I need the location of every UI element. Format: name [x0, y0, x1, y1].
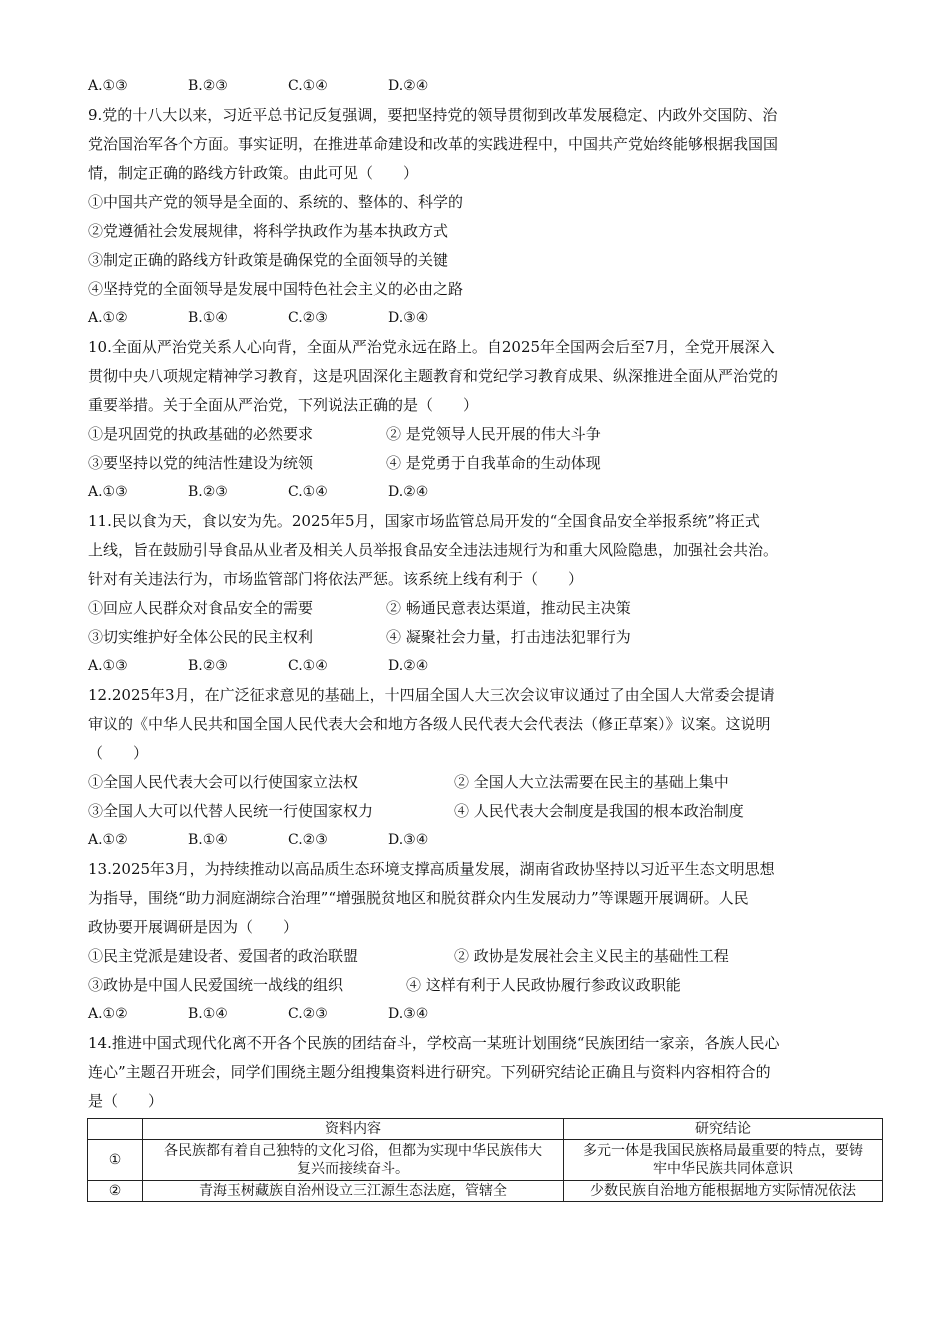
q11-option-a: A.①③: [88, 658, 128, 674]
q12-item: ② 全国人大立法需要在民主的基础上集中: [454, 773, 729, 791]
q12-option-c: C.②③: [288, 832, 328, 848]
q13-item: ④ 这样有利于人民政协履行参政议政职能: [406, 976, 681, 994]
q8-option-c: C.①④: [288, 78, 328, 94]
q11-stem-line: 上线，旨在鼓励引导食品从业者及相关人员举报食品安全违法违规行为和重大风险隐患，加强社会共治。: [88, 541, 779, 559]
q9-option-c: C.②③: [288, 310, 328, 326]
table-cell-material: 青海玉树藏族自治州设立三江源生态法庭，管辖全: [143, 1181, 564, 1202]
q13-item: ③政协是中国人民爱国统一战线的组织: [88, 976, 344, 994]
q13-option-c: C.②③: [288, 1006, 328, 1022]
q12-item: ①全国人民代表大会可以行使国家立法权: [88, 773, 359, 791]
q10-option-d: D.②④: [388, 484, 429, 500]
q11-item: ② 畅通民意表达渠道，推动民主决策: [386, 599, 631, 617]
q12-item: ③全国人大可以代替人民统一行使国家权力: [88, 802, 374, 820]
q10-option-b: B.②③: [188, 484, 228, 500]
table-cell-index: ①: [88, 1140, 143, 1181]
q10-item: ④ 是党勇于自我革命的生动体现: [386, 454, 601, 472]
q9-option-b: B.①④: [188, 310, 228, 326]
q12-option-d: D.③④: [388, 832, 429, 848]
table-cell-material: 各民族都有着自己独特的文化习俗，但都为实现中华民族伟大复兴而接续奋斗。: [143, 1140, 564, 1181]
q11-item: ①回应人民群众对食品安全的需要: [88, 599, 314, 617]
q10-option-a: A.①③: [88, 484, 128, 500]
q13-item: ② 政协是发展社会主义民主的基础性工程: [454, 947, 729, 965]
q12-option-a: A.①②: [88, 832, 128, 848]
q13-option-a: A.①②: [88, 1006, 128, 1022]
q10-option-c: C.①④: [288, 484, 328, 500]
q14-stem-line: 14.推进中国式现代化离不开各个民族的团结奋斗，学校高一某班计划围绕“民族团结一家亲，各族人民心: [88, 1034, 780, 1052]
q9-option-d: D.③④: [388, 310, 429, 326]
table-cell-index: ②: [88, 1181, 143, 1202]
q13-option-d: D.③④: [388, 1006, 429, 1022]
q10-item: ③要坚持以党的纯洁性建设为统领: [88, 454, 314, 472]
q11-item: ③切实维护好全体公民的民主权利: [88, 628, 314, 646]
q10-stem-line: 贯彻中央八项规定精神学习教育，这是巩固深化主题教育和党纪学习教育成果、纵深推进全面从严治党的: [88, 367, 779, 385]
table-cell-conclusion: 多元一体是我国民族格局最重要的特点，要铸牢中华民族共同体意识: [564, 1140, 883, 1181]
q12-stem-line: 12.2025年3月，在广泛征求意见的基础上，十四届全国人大三次会议审议通过了由全国人大常委会提请: [88, 686, 775, 704]
q9-item: ①中国共产党的领导是全面的、系统的、整体的、科学的: [88, 193, 464, 211]
q12-stem-line: （ ）: [88, 744, 149, 762]
q8-option-a: A.①③: [88, 78, 128, 94]
table-row: [88, 1181, 883, 1202]
q11-option-d: D.②④: [388, 658, 429, 674]
q14-stem-line: 连心”主题召开班会，同学们围绕主题分组搜集资料进行研究。下列研究结论正确且与资料内容相符合的: [88, 1063, 771, 1081]
q12-stem-line: 审议的《中华人民共和国全国人民代表大会和地方各级人民代表大会代表法（修正草案）》议案。这说明: [88, 715, 771, 733]
q13-stem-line: 政协要开展调研是因为（ ）: [88, 918, 299, 936]
q9-option-a: A.①②: [88, 310, 128, 326]
q9-stem-line: 9.党的十八大以来，习近平总书记反复强调，要把坚持党的领导贯彻到改革发展稳定、内政外交国防、治: [88, 106, 778, 124]
q11-option-c: C.①④: [288, 658, 328, 674]
q9-stem-line: 情，制定正确的路线方针政策。由此可见（ ）: [88, 164, 419, 182]
q8-option-b: B.②③: [188, 78, 228, 94]
q11-item: ④ 凝聚社会力量，打击违法犯罪行为: [386, 628, 631, 646]
table-row: [88, 1140, 883, 1181]
q13-item: ①民主党派是建设者、爱国者的政治联盟: [88, 947, 359, 965]
q12-item: ④ 人民代表大会制度是我国的根本政治制度: [454, 802, 744, 820]
table-header-row: [88, 1119, 883, 1140]
table-header-cell: [88, 1119, 143, 1140]
q11-stem-line: 针对有关违法行为，市场监管部门将依法严惩。该系统上线有利于（ ）: [88, 570, 584, 588]
q11-option-b: B.②③: [188, 658, 228, 674]
q9-item: ④坚持党的全面领导是发展中国特色社会主义的必由之路: [88, 280, 464, 298]
q9-stem-line: 党治国治军各个方面。事实证明，在推进革命建设和改革的实践进程中，中国共产党始终能够根据我国国: [88, 135, 779, 153]
q8-option-d: D.②④: [388, 78, 429, 94]
q13-stem-line: 13.2025年3月，为持续推动以高品质生态环境支撑高质量发展，湖南省政协坚持以习近平生态文明思想: [88, 860, 775, 878]
q14-table: [87, 1118, 883, 1202]
q9-item: ③制定正确的路线方针政策是确保党的全面领导的关键: [88, 251, 449, 269]
q10-stem-line: 重要举措。关于全面从严治党，下列说法正确的是（ ）: [88, 396, 479, 414]
q9-item: ②党遵循社会发展规律，将科学执政作为基本执政方式: [88, 222, 449, 240]
q13-stem-line: 为指导，围绕“助力洞庭湖综合治理”“增强脱贫地区和脱贫群众内生发展动力”等课题开展调研。人民: [88, 889, 749, 907]
table-header-cell: 研究结论: [564, 1119, 883, 1140]
q13-option-b: B.①④: [188, 1006, 228, 1022]
q10-item: ② 是党领导人民开展的伟大斗争: [386, 425, 601, 443]
q12-option-b: B.①④: [188, 832, 228, 848]
q11-stem-line: 11.民以食为天，食以安为先。2025年5月，国家市场监管总局开发的“全国食品安全举报系统”将正式: [88, 512, 760, 530]
q14-stem-line: 是（ ）: [88, 1092, 164, 1110]
q10-item: ①是巩固党的执政基础的必然要求: [88, 425, 314, 443]
table-header-cell: 资料内容: [143, 1119, 564, 1140]
table-cell-conclusion: 少数民族自治地方能根据地方实际情况依法: [564, 1181, 883, 1202]
q10-stem-line: 10.全面从严治党关系人心向背，全面从严治党永远在路上。自2025年全国两会后至7月，全党开展深入: [88, 338, 775, 356]
